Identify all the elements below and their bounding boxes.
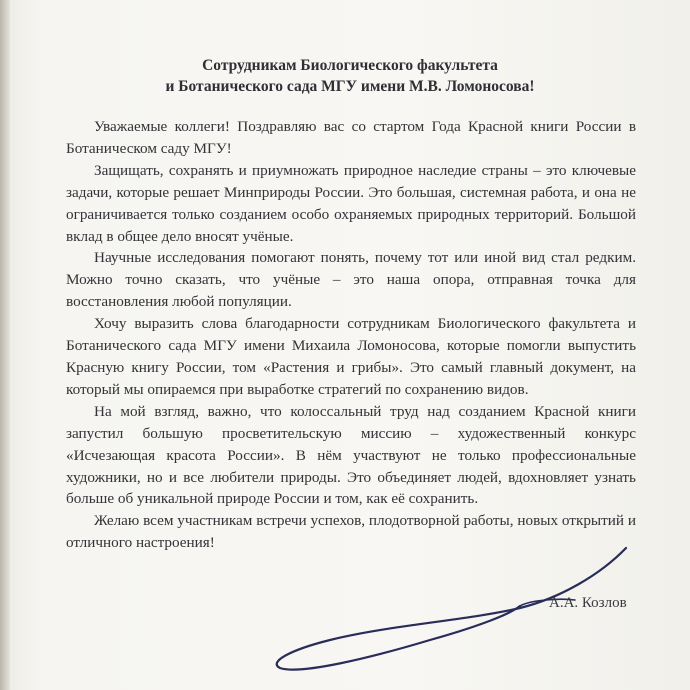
paragraph-4: Хочу выразить слова благодарности сотрудникам Биологического факультета и Ботанического сада МГУ имени Михаила Ломоносова, которые помогли выпустить Красную книгу России, том «Растения и грибы». Это самый главный документ, на который мы опираемся при выработке стратегий по сохранению видов. — [66, 315, 636, 398]
signatory-name: А.А. Козлов — [549, 595, 627, 611]
paragraph-2: Защищать, сохранять и приумножать природное наследие страны – это ключевые задачи, которые решает Минприроды России. Это большая, системная работа, и она не ограничивается только созданием особо охраняемых природных территорий. Большой вклад в общее дело вносят учёные. — [66, 161, 636, 245]
paragraph-greeting: Уважаемые коллеги! Поздравляю вас со стартом Года Красной книги России в Ботаническом саду МГУ! — [66, 118, 636, 157]
paragraph-5: На мой взгляд, важно, что колоссальный труд над созданием Красной книги запустил большую просветительскую миссию – художественный конкурс «Исчезающая красота России». В нём участвуют не только профессиональные художники, но и все любители природы. Это объединяет людей, вдохновляет узнать больше об уникальной природе России и том, как её сохранить. — [66, 402, 636, 508]
paragraph-closing: Желаю всем участникам встречи успехов, плодотворной работы, новых открытий и отличного настроения! — [66, 512, 636, 552]
letter-title-line-2: и Ботанического сада МГУ имени М.В. Ломоносова! — [165, 78, 535, 95]
letter-title-line-1: Сотрудникам Биологического факультета — [202, 57, 498, 74]
paragraph-3: Научные исследования помогают понять, почему тот или иной вид стал редким. Можно точно сказать, что учёные – это наша опора, отправная точка для восстановления любой популяции. — [66, 249, 636, 311]
